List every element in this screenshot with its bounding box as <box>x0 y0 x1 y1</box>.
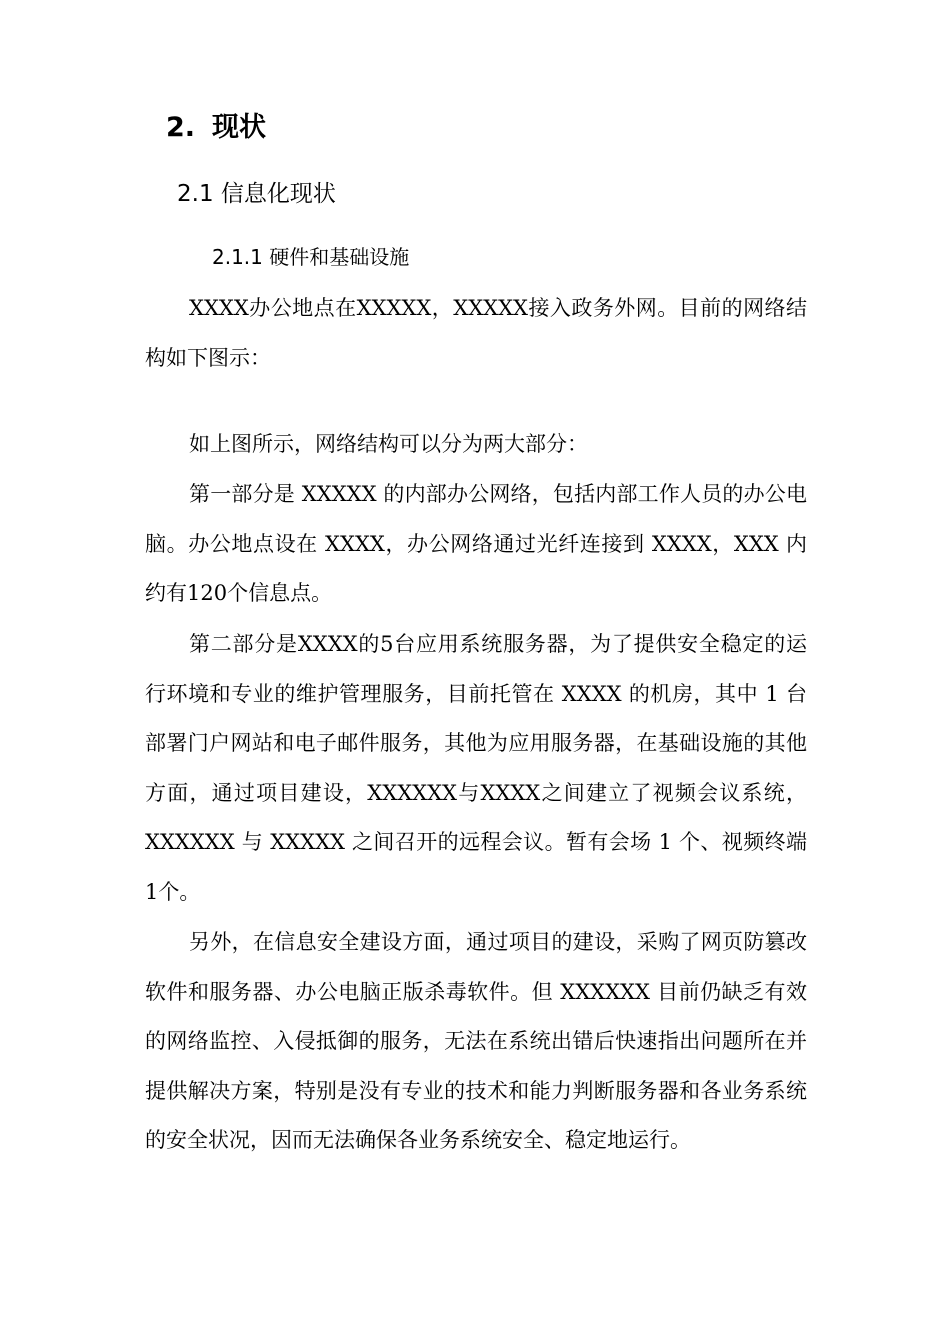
section-heading <box>166 108 266 148</box>
paragraph-part-two: 第二部分是XXXX的5台应用系统服务器，为了提供安全稳定的运行环境和专业的维护管理服务，目前托管在 XXXX 的机房，其中 1 台部署门户网站和电子邮件服务，其他为应用服务器，在基础设施的其他方面，通过项目建设，XXXXXX与XXXX之间建立了视频会议系统，XXXXXX 与 XXXXX 之间召开的远程会议。暂有会场 1 个、视频终端1个。 <box>145 632 807 904</box>
paragraph-network-structure-intro: 如上图所示，网络结构可以分为两大部分： <box>189 432 588 456</box>
subsubsection-heading: 2.1.1 硬件和基础设施 <box>212 245 410 269</box>
subsection-heading: 2.1 信息化现状 <box>177 181 336 207</box>
section-number: 2. <box>166 112 196 143</box>
paragraph-part-one: 第一部分是 XXXXX 的内部办公网络，包括内部工作人员的办公电脑。办公地点设在 XXXX，办公网络通过光纤连接到 XXXX，XXX 内约有120个信息点。 <box>145 482 807 605</box>
paragraph-network-location: XXXX办公地点在XXXXX，XXXXX接入政务外网。目前的网络结构如下图示： <box>145 296 807 370</box>
paragraph-security: 另外，在信息安全建设方面，通过项目的建设，采购了网页防篡改软件和服务器、办公电脑正版杀毒软件。但 XXXXXX 目前仍缺乏有效的网络监控、入侵抵御的服务，无法在系统出错后快速指出问题所在并提供解决方案，特别是没有专业的技术和能力判断服务器和各业务系统的安全状况，因而无法确保各业务系统安全、稳定地运行。 <box>145 930 807 1152</box>
section-title: 现状 <box>212 112 266 143</box>
